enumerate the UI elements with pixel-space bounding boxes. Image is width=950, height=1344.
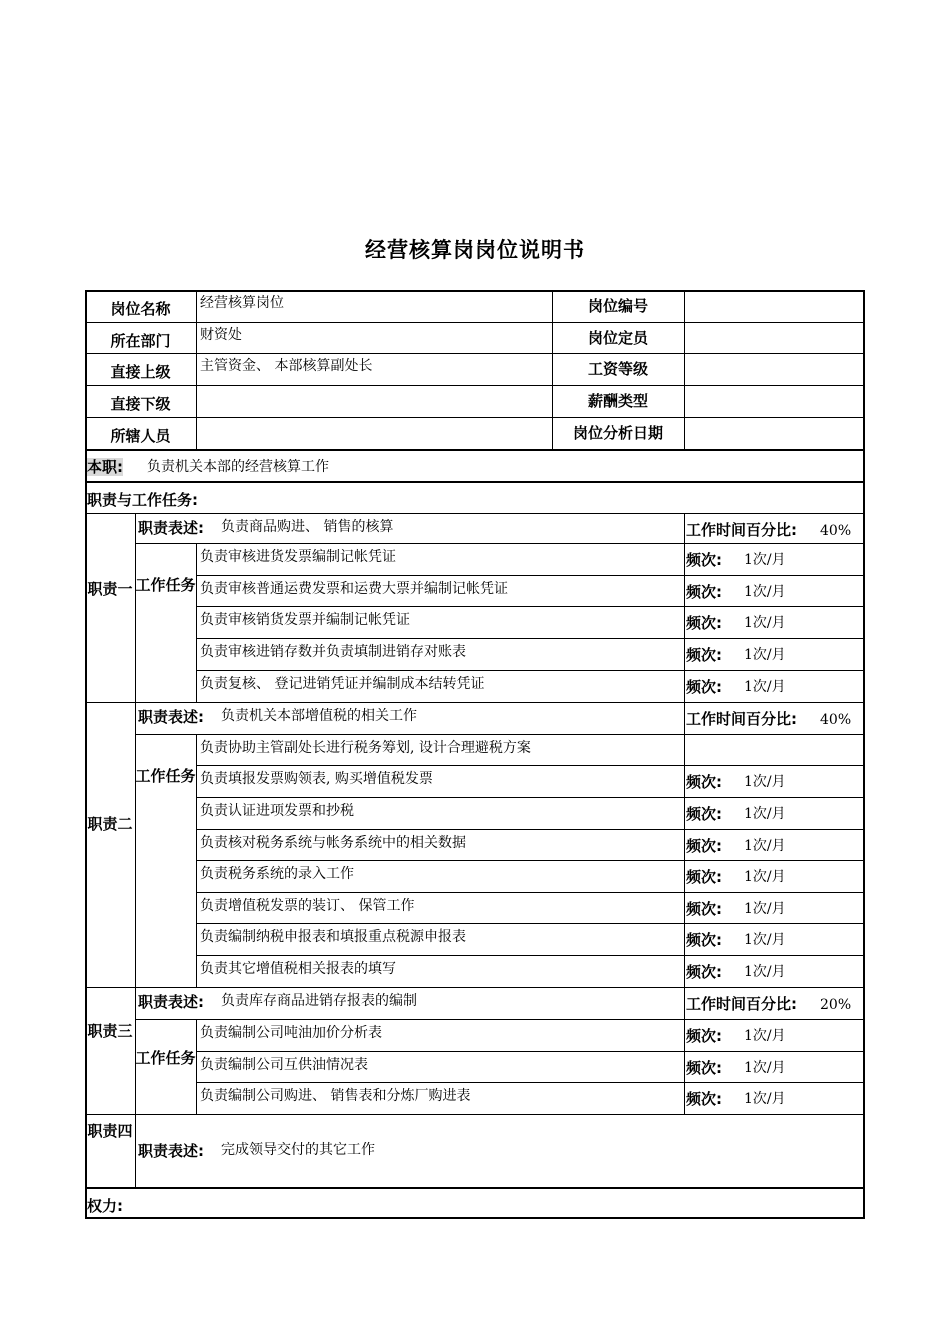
table-rule <box>196 606 865 607</box>
task-text: 负责认证进项发票和抄税 <box>200 803 354 819</box>
task-text: 负责审核进销存数并负责填制进销存对账表 <box>200 644 466 660</box>
table-rule <box>135 1019 865 1020</box>
pct-value: 40% <box>820 523 852 539</box>
freq-label: 频次: <box>686 646 722 664</box>
table-rule <box>85 481 865 483</box>
page-title: 经营核算岗岗位说明书 <box>365 238 585 262</box>
info-label: 直接上级 <box>110 363 171 381</box>
freq-label: 频次: <box>686 551 722 569</box>
table-rule <box>85 702 865 703</box>
freq-value: 1次/月 <box>744 1060 786 1076</box>
table-rule <box>85 417 865 418</box>
task-text: 负责税务系统的录入工作 <box>200 866 354 882</box>
freq-label: 频次: <box>686 963 722 981</box>
duty-name: 职责三 <box>87 1022 133 1040</box>
table-rule <box>85 513 865 514</box>
freq-value: 1次/月 <box>744 1091 786 1107</box>
table-rule <box>196 1019 197 1114</box>
info-value: 经营核算岗位 <box>200 295 284 311</box>
freq-label: 频次: <box>686 1027 722 1045</box>
duty-name: 职责四 <box>87 1122 133 1140</box>
freq-label: 频次: <box>686 837 722 855</box>
task-label: 工作任务 <box>135 1049 196 1067</box>
table-rule <box>196 543 197 702</box>
duty-desc-label: 职责表述: <box>138 519 204 537</box>
freq-label: 频次: <box>686 1059 722 1077</box>
table-rule <box>85 987 865 988</box>
quanli-label: 权力: <box>87 1197 123 1215</box>
freq-value: 1次/月 <box>744 552 786 568</box>
info-label: 岗位定员 <box>587 328 648 347</box>
freq-value: 1次/月 <box>744 932 786 948</box>
info-label: 工资等级 <box>587 360 648 378</box>
freq-label: 频次: <box>686 583 722 601</box>
table-rule <box>196 1082 865 1083</box>
info-label: 所辖人员 <box>110 427 171 445</box>
freq-label: 频次: <box>686 678 722 696</box>
info-value: 主管资金、 本部核算副处长 <box>200 358 373 374</box>
duty-desc: 负责商品购进、 销售的核算 <box>221 519 394 535</box>
table-rule <box>135 734 865 735</box>
task-text: 负责其它增值税相关报表的填写 <box>200 961 396 977</box>
table-rule <box>196 1051 865 1052</box>
freq-value: 1次/月 <box>744 774 786 790</box>
duty-desc-label: 职责表述: <box>138 993 204 1011</box>
info-label: 岗位编号 <box>587 297 648 315</box>
duty-desc: 完成领导交付的其它工作 <box>221 1142 375 1158</box>
table-rule <box>135 702 136 987</box>
duty-desc-label: 职责表述: <box>138 1142 204 1160</box>
freq-value: 1次/月 <box>744 964 786 980</box>
table-rule <box>196 860 865 861</box>
freq-value: 1次/月 <box>744 584 786 600</box>
task-text: 负责编制公司互供油情况表 <box>200 1057 368 1073</box>
info-label: 岗位名称 <box>110 300 171 318</box>
table-rule <box>196 955 865 956</box>
info-value: 财资处 <box>200 326 242 343</box>
table-rule <box>196 923 865 924</box>
table-rule <box>135 513 136 702</box>
task-label: 工作任务 <box>135 576 196 594</box>
table-rule <box>85 449 865 451</box>
task-text: 负责审核进货发票编制记帐凭证 <box>200 549 396 565</box>
task-text: 负责审核普通运费发票和运费大票并编制记帐凭证 <box>200 581 508 597</box>
pct-value: 20% <box>820 997 852 1013</box>
freq-value: 1次/月 <box>744 901 786 917</box>
duty-desc: 负责机关本部增值税的相关工作 <box>221 708 417 724</box>
task-text: 负责增值税发票的装订、 保管工作 <box>200 898 415 914</box>
freq-label: 频次: <box>686 614 722 632</box>
task-text: 负责编制公司购进、 销售表和分炼厂购进表 <box>200 1088 471 1104</box>
table-rule <box>196 575 865 576</box>
table-rule <box>85 385 865 386</box>
task-text: 负责协助主管副处长进行税务筹划, 设计合理避税方案 <box>200 740 531 756</box>
benzhi-label: 本职: <box>87 458 123 476</box>
table-rule <box>552 290 553 449</box>
table-rule <box>196 797 865 798</box>
info-label: 岗位分析日期 <box>572 424 663 442</box>
freq-value: 1次/月 <box>744 647 786 663</box>
freq-label: 频次: <box>686 868 722 886</box>
info-label: 直接下级 <box>110 395 171 413</box>
task-text: 负责编制公司吨油加价分析表 <box>200 1025 382 1041</box>
freq-label: 频次: <box>686 900 722 918</box>
duties-header: 职责与工作任务: <box>87 491 198 509</box>
table-rule <box>196 765 865 766</box>
freq-value: 1次/月 <box>744 1028 786 1044</box>
table-rule <box>85 1187 865 1189</box>
duty-name: 职责二 <box>87 815 133 833</box>
benzhi-value: 负责机关本部的经营核算工作 <box>147 459 329 475</box>
task-text: 负责填报发票购领表, 购买增值税发票 <box>200 771 433 787</box>
table-rule <box>684 290 685 449</box>
freq-value: 1次/月 <box>744 615 786 631</box>
table-rule <box>196 829 865 830</box>
freq-value: 1次/月 <box>744 869 786 885</box>
pct-label: 工作时间百分比: <box>686 710 797 728</box>
table-rule <box>196 638 865 639</box>
pct-label: 工作时间百分比: <box>686 995 797 1013</box>
table-rule <box>85 322 865 323</box>
table-rule <box>684 513 685 702</box>
freq-value: 1次/月 <box>744 679 786 695</box>
table-rule <box>196 290 197 449</box>
table-rule <box>135 1114 136 1187</box>
task-text: 负责审核销货发票并编制记帐凭证 <box>200 612 410 628</box>
table-rule <box>135 543 865 544</box>
freq-label: 频次: <box>686 1090 722 1108</box>
pct-value: 40% <box>820 712 852 728</box>
table-rule <box>196 670 865 671</box>
freq-label: 频次: <box>686 931 722 949</box>
freq-value: 1次/月 <box>744 806 786 822</box>
duty-desc-label: 职责表述: <box>138 708 204 726</box>
info-label: 薪酬类型 <box>587 392 648 410</box>
table-rule <box>684 702 685 987</box>
task-label: 工作任务 <box>135 767 196 785</box>
freq-label: 频次: <box>686 773 722 791</box>
pct-label: 工作时间百分比: <box>686 521 797 539</box>
info-label: 所在部门 <box>110 331 171 350</box>
duty-name: 职责一 <box>87 580 133 598</box>
table-rule <box>196 892 865 893</box>
task-text: 负责核对税务系统与帐务系统中的相关数据 <box>200 835 466 851</box>
table-rule <box>135 987 136 1114</box>
task-text: 负责编制纳税申报表和填报重点税源申报表 <box>200 929 466 945</box>
table-rule <box>85 353 865 354</box>
task-text: 负责复核、 登记进销凭证并编制成本结转凭证 <box>200 676 485 692</box>
duty-desc: 负责库存商品进销存报表的编制 <box>221 993 417 1009</box>
freq-value: 1次/月 <box>744 838 786 854</box>
table-rule <box>85 1114 865 1115</box>
freq-label: 频次: <box>686 805 722 823</box>
